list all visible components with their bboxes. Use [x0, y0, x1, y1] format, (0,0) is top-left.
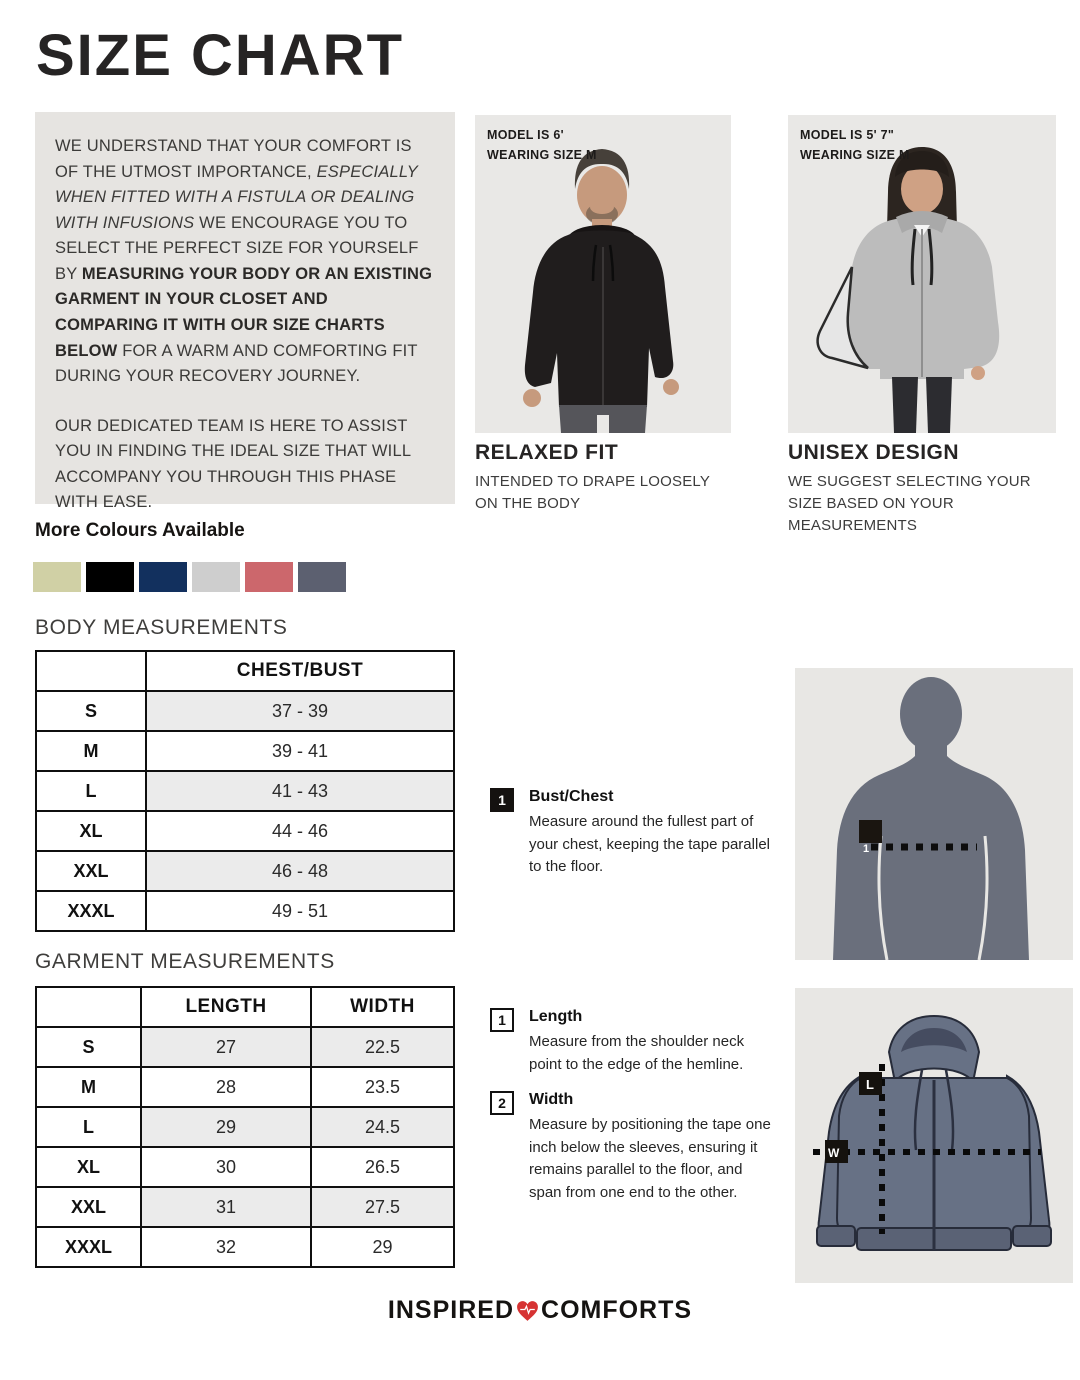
intro-seg-bold: MEASURING YOUR BODY OR AN EXISTING GARMENT IN YOUR CLOSET AND COMPARING IT WITH OUR SIZE CHARTS BELOW: [55, 264, 433, 360]
intro-seg-italic: ESPECIALLY WHEN FITTED WITH A FISTULA OR DEALING WITH INFUSIONS: [55, 162, 418, 232]
length-cell: 31: [141, 1187, 311, 1227]
value-cell: 44 - 46: [146, 811, 454, 851]
chest-marker-label: 1: [863, 843, 870, 855]
length-marker-label: L: [866, 1077, 874, 1092]
length-header: LENGTH: [141, 987, 311, 1027]
brand-logo: [0, 1296, 1080, 1325]
intro-seg-5: FOR A WARM AND COMFORTING FIT DURING YOUR RECOVERY JOURNEY.: [55, 341, 418, 386]
caption-male-line1: MODEL IS 6': [487, 128, 564, 142]
value-cell: 46 - 48: [146, 851, 454, 891]
width-cell: 23.5: [311, 1067, 454, 1107]
table-row: [36, 1187, 454, 1227]
table-row: [36, 1227, 454, 1267]
length-cell: 28: [141, 1067, 311, 1107]
colour-swatch-navy: [139, 562, 187, 592]
size-cell: S: [36, 1027, 141, 1067]
table-row: [36, 1107, 454, 1147]
size-cell: XXXL: [36, 1227, 141, 1267]
relaxed-fit-block: [475, 441, 725, 515]
length-title: Length: [529, 1008, 583, 1025]
photo-caption-female: [800, 125, 910, 165]
heart-ecg-icon: [515, 1299, 540, 1322]
length-cell: 27: [141, 1027, 311, 1067]
size-cell: S: [36, 691, 146, 731]
chest-bust-header: CHEST/BUST: [146, 651, 454, 691]
table-row: [36, 1027, 454, 1067]
unisex-design-block: [788, 441, 1056, 536]
table-header-row: [36, 987, 454, 1027]
intro-paragraph-1: [55, 134, 435, 390]
size-cell: L: [36, 1107, 141, 1147]
width-title: Width: [529, 1091, 574, 1108]
length-text: Measure from the shoulder neck point to the edge of the hemline.: [529, 1033, 745, 1073]
body-silhouette-diagram: [795, 668, 1073, 960]
empty-header-cell: [36, 987, 141, 1027]
table-row: [36, 691, 454, 731]
intro-seg-1: WE UNDERSTAND THAT YOUR COMFORT IS OF THE UTMOST IMPORTANCE,: [55, 137, 412, 181]
colour-swatch-black: [86, 562, 134, 592]
width-cell: 29: [311, 1227, 454, 1267]
length-instruction-body: [529, 1008, 774, 1076]
model-photo-male: [475, 115, 731, 433]
garment-measurements-table: [35, 986, 455, 1268]
size-cell: XL: [36, 1147, 141, 1187]
width-header: WIDTH: [311, 987, 454, 1027]
photo-caption-male: [487, 125, 597, 165]
caption-female-line2: WEARING SIZE M: [800, 148, 910, 162]
caption-male-line2: WEARING SIZE M: [487, 148, 597, 162]
length-cell: 32: [141, 1227, 311, 1267]
length-cell: 30: [141, 1147, 311, 1187]
page-title: SIZE CHART: [36, 23, 404, 88]
table-row: [36, 811, 454, 851]
length-badge: 1: [490, 1008, 514, 1032]
colour-swatch-row: [33, 562, 346, 592]
bust-chest-title: Bust/Chest: [529, 788, 614, 805]
intro-paragraph-2: OUR DEDICATED TEAM IS HERE TO ASSIST YOU IN FINDING THE IDEAL SIZE THAT WILL ACCOMPANY YOU THROUGH THIS PHASE WITH EASE.: [55, 416, 411, 512]
width-instruction: [490, 1091, 775, 1204]
value-cell: 37 - 39: [146, 691, 454, 731]
body-measurements-table: [35, 650, 455, 932]
bust-chest-instruction-body: [529, 788, 774, 879]
intro-text-box: [35, 112, 455, 512]
bust-chest-instruction: [490, 788, 775, 879]
width-cell: 24.5: [311, 1107, 454, 1147]
size-cell: M: [36, 1067, 141, 1107]
unisex-design-subtitle: WE SUGGEST SELECTING YOUR SIZE BASED ON YOUR MEASUREMENTS: [788, 473, 1031, 534]
size-cell: L: [36, 771, 146, 811]
colour-swatch-sage: [33, 562, 81, 592]
size-cell: XXL: [36, 851, 146, 891]
size-cell: XXL: [36, 1187, 141, 1227]
width-text: Measure by positioning the tape one inch below the sleeves, ensuring it remains parallel to the floor, and span from one end to the other.: [529, 1116, 771, 1201]
width-cell: 27.5: [311, 1187, 454, 1227]
size-cell: M: [36, 731, 146, 771]
body-silhouette-illustration: [795, 668, 1073, 960]
brand-text-right: COMFORTS: [541, 1296, 693, 1324]
intro-seg-3: WE ENCOURAGE YOU TO SELECT THE PERFECT SIZE FOR YOURSELF BY: [55, 213, 419, 283]
value-cell: 39 - 41: [146, 731, 454, 771]
hoodie-illustration: [795, 988, 1073, 1283]
table-row: [36, 851, 454, 891]
value-cell: 49 - 51: [146, 891, 454, 931]
table-header-row: [36, 651, 454, 691]
relaxed-fit-subtitle: INTENDED TO DRAPE LOOSELY ON THE BODY: [475, 473, 710, 512]
more-colours-heading: More Colours Available: [35, 520, 245, 541]
step-1-badge: 1: [490, 788, 514, 812]
colour-swatch-light-grey: [192, 562, 240, 592]
colour-swatch-slate-grey: [298, 562, 346, 592]
garment-measurements-heading: GARMENT MEASUREMENTS: [35, 950, 335, 973]
unisex-design-title: UNISEX DESIGN: [788, 441, 960, 464]
caption-female-line1: MODEL IS 5' 7": [800, 128, 895, 142]
model-photo-female: [788, 115, 1056, 433]
width-marker-label: W: [828, 1146, 840, 1160]
size-cell: XXXL: [36, 891, 146, 931]
value-cell: 41 - 43: [146, 771, 454, 811]
width-cell: 22.5: [311, 1027, 454, 1067]
relaxed-fit-title: RELAXED FIT: [475, 441, 619, 464]
brand-text-left: INSPIRED: [387, 1296, 515, 1324]
table-row: [36, 1147, 454, 1187]
length-cell: 29: [141, 1107, 311, 1147]
width-cell: 26.5: [311, 1147, 454, 1187]
table-row: [36, 771, 454, 811]
empty-header-cell: [36, 651, 146, 691]
table-row: [36, 1067, 454, 1107]
width-badge: 2: [490, 1091, 514, 1115]
width-instruction-body: [529, 1091, 774, 1204]
colour-swatch-dusty-rose: [245, 562, 293, 592]
table-row: [36, 891, 454, 931]
bust-chest-text: Measure around the fullest part of your chest, keeping the tape parallel to the floor.: [529, 813, 770, 875]
body-measurements-heading: BODY MEASUREMENTS: [35, 616, 288, 639]
length-instruction: [490, 1008, 775, 1076]
table-row: [36, 731, 454, 771]
size-cell: XL: [36, 811, 146, 851]
hoodie-measure-diagram: [795, 988, 1073, 1283]
